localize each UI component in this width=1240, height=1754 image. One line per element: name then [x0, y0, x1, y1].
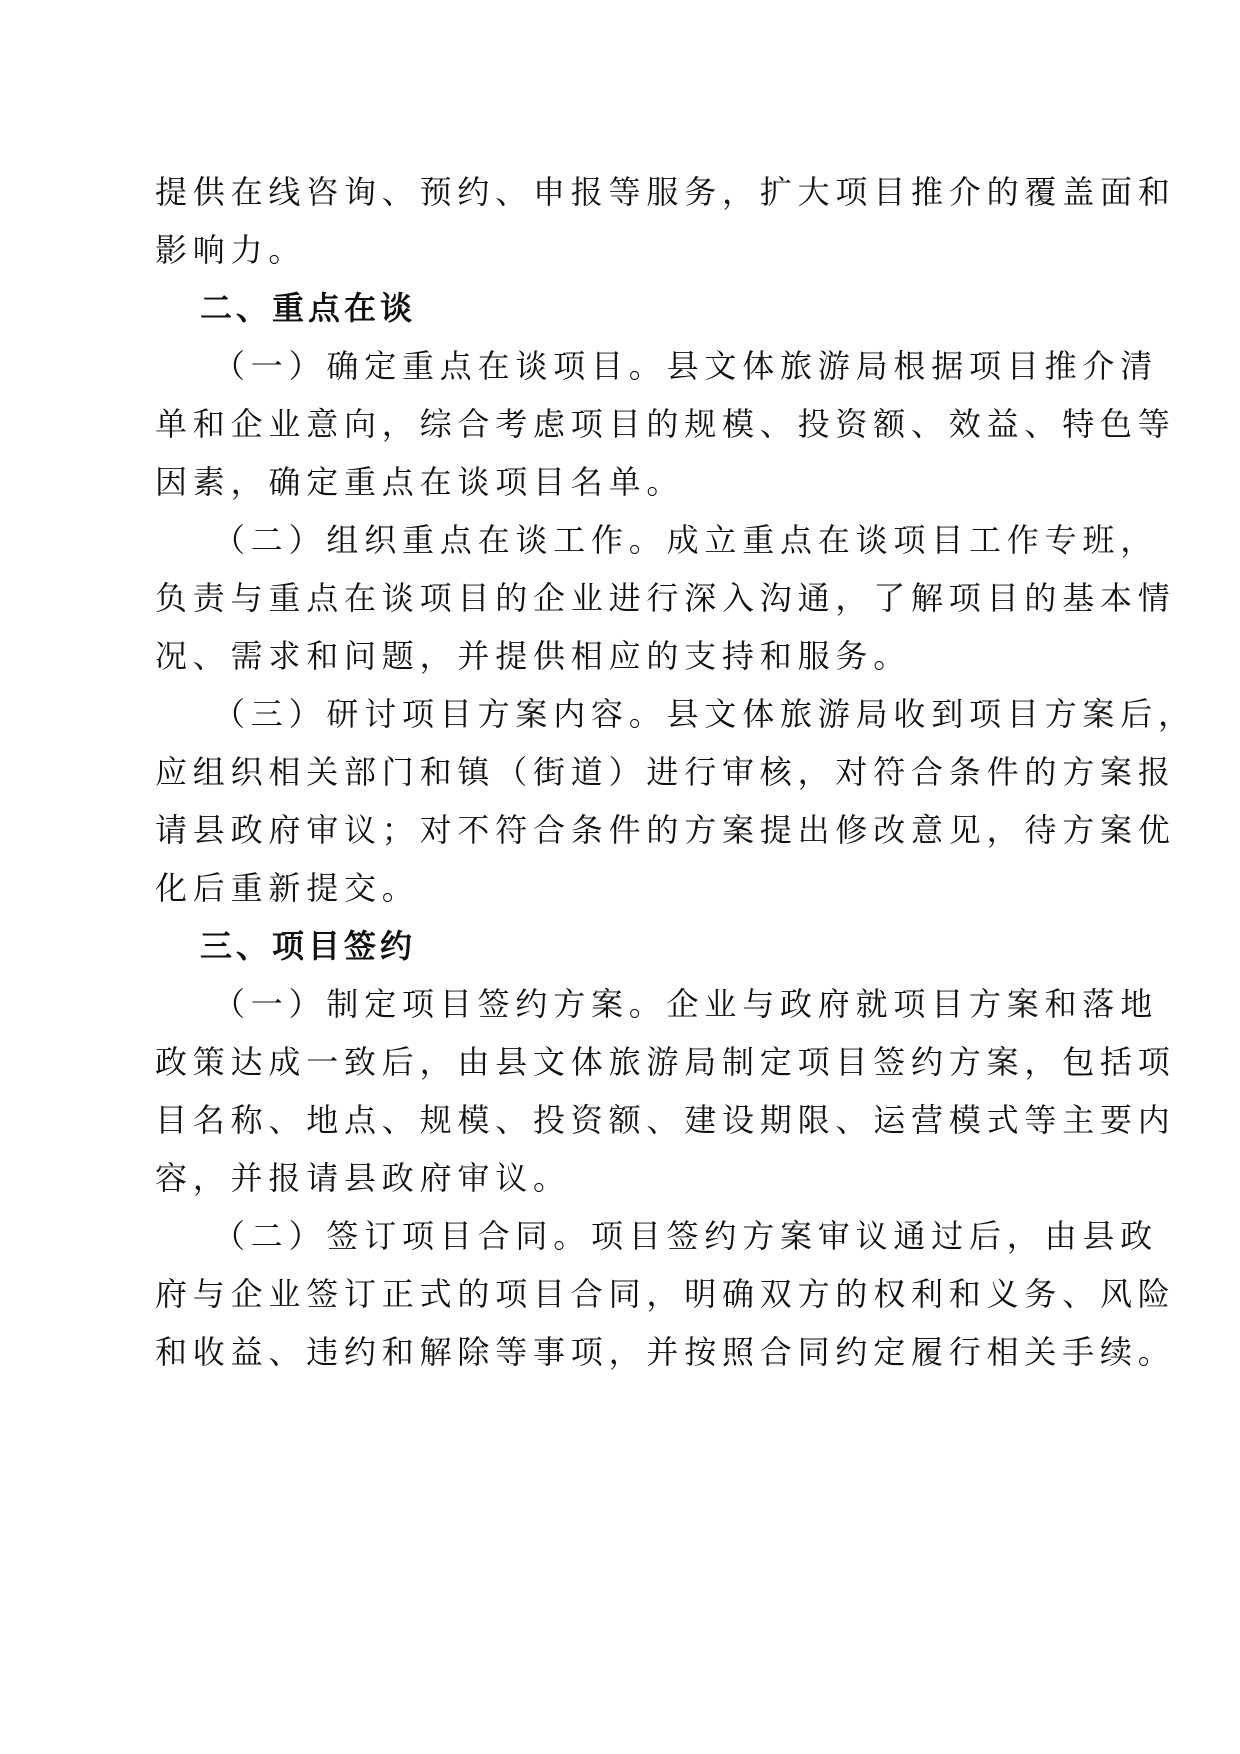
paragraph-line: 况、需求和问题，并提供相应的支持和服务。	[155, 637, 912, 675]
paragraph-line: 府与企业签订正式的项目合同，明确双方的权利和义务、风险	[155, 1275, 1176, 1313]
paragraph-line: （三）研讨项目方案内容。县文体旅游局收到项目方案后，	[213, 695, 1196, 733]
paragraph-line: 因素，确定重点在谈项目名单。	[155, 463, 685, 501]
paragraph-line: （一）确定重点在谈项目。县文体旅游局根据项目推介清	[213, 347, 1159, 385]
paragraph-line: 提供在线咨询、预约、申报等服务，扩大项目推介的覆盖面和	[155, 173, 1176, 211]
paragraph-line: （一）制定项目签约方案。企业与政府就项目方案和落地	[213, 985, 1159, 1023]
section-heading: 三、项目签约	[200, 927, 417, 965]
paragraph-line: （二）签订项目合同。项目签约方案审议通过后，由县政	[213, 1217, 1159, 1255]
paragraph-line: （二）组织重点在谈工作。成立重点在谈项目工作专班，	[213, 521, 1159, 559]
paragraph-line: 和收益、违约和解除等事项，并按照合同约定履行相关手续。	[155, 1333, 1176, 1371]
paragraph-line: 化后重新提交。	[155, 869, 420, 907]
paragraph-line: 应组织相关部门和镇（街道）进行审核，对符合条件的方案报	[155, 753, 1176, 791]
paragraph-line: 目名称、地点、规模、投资额、建设期限、运营模式等主要内	[155, 1101, 1176, 1139]
paragraph-line: 容，并报请县政府审议。	[155, 1159, 571, 1197]
paragraph-line: 请县政府审议；对不符合条件的方案提出修改意见，待方案优	[155, 811, 1176, 849]
paragraph-line: 单和企业意向，综合考虑项目的规模、投资额、效益、特色等	[155, 405, 1176, 443]
paragraph-line: 负责与重点在谈项目的企业进行深入沟通，了解项目的基本情	[155, 579, 1176, 617]
section-heading: 二、重点在谈	[200, 289, 417, 327]
paragraph-line: 影响力。	[155, 231, 307, 269]
paragraph-line: 政策达成一致后，由县文体旅游局制定项目签约方案，包括项	[155, 1043, 1176, 1081]
